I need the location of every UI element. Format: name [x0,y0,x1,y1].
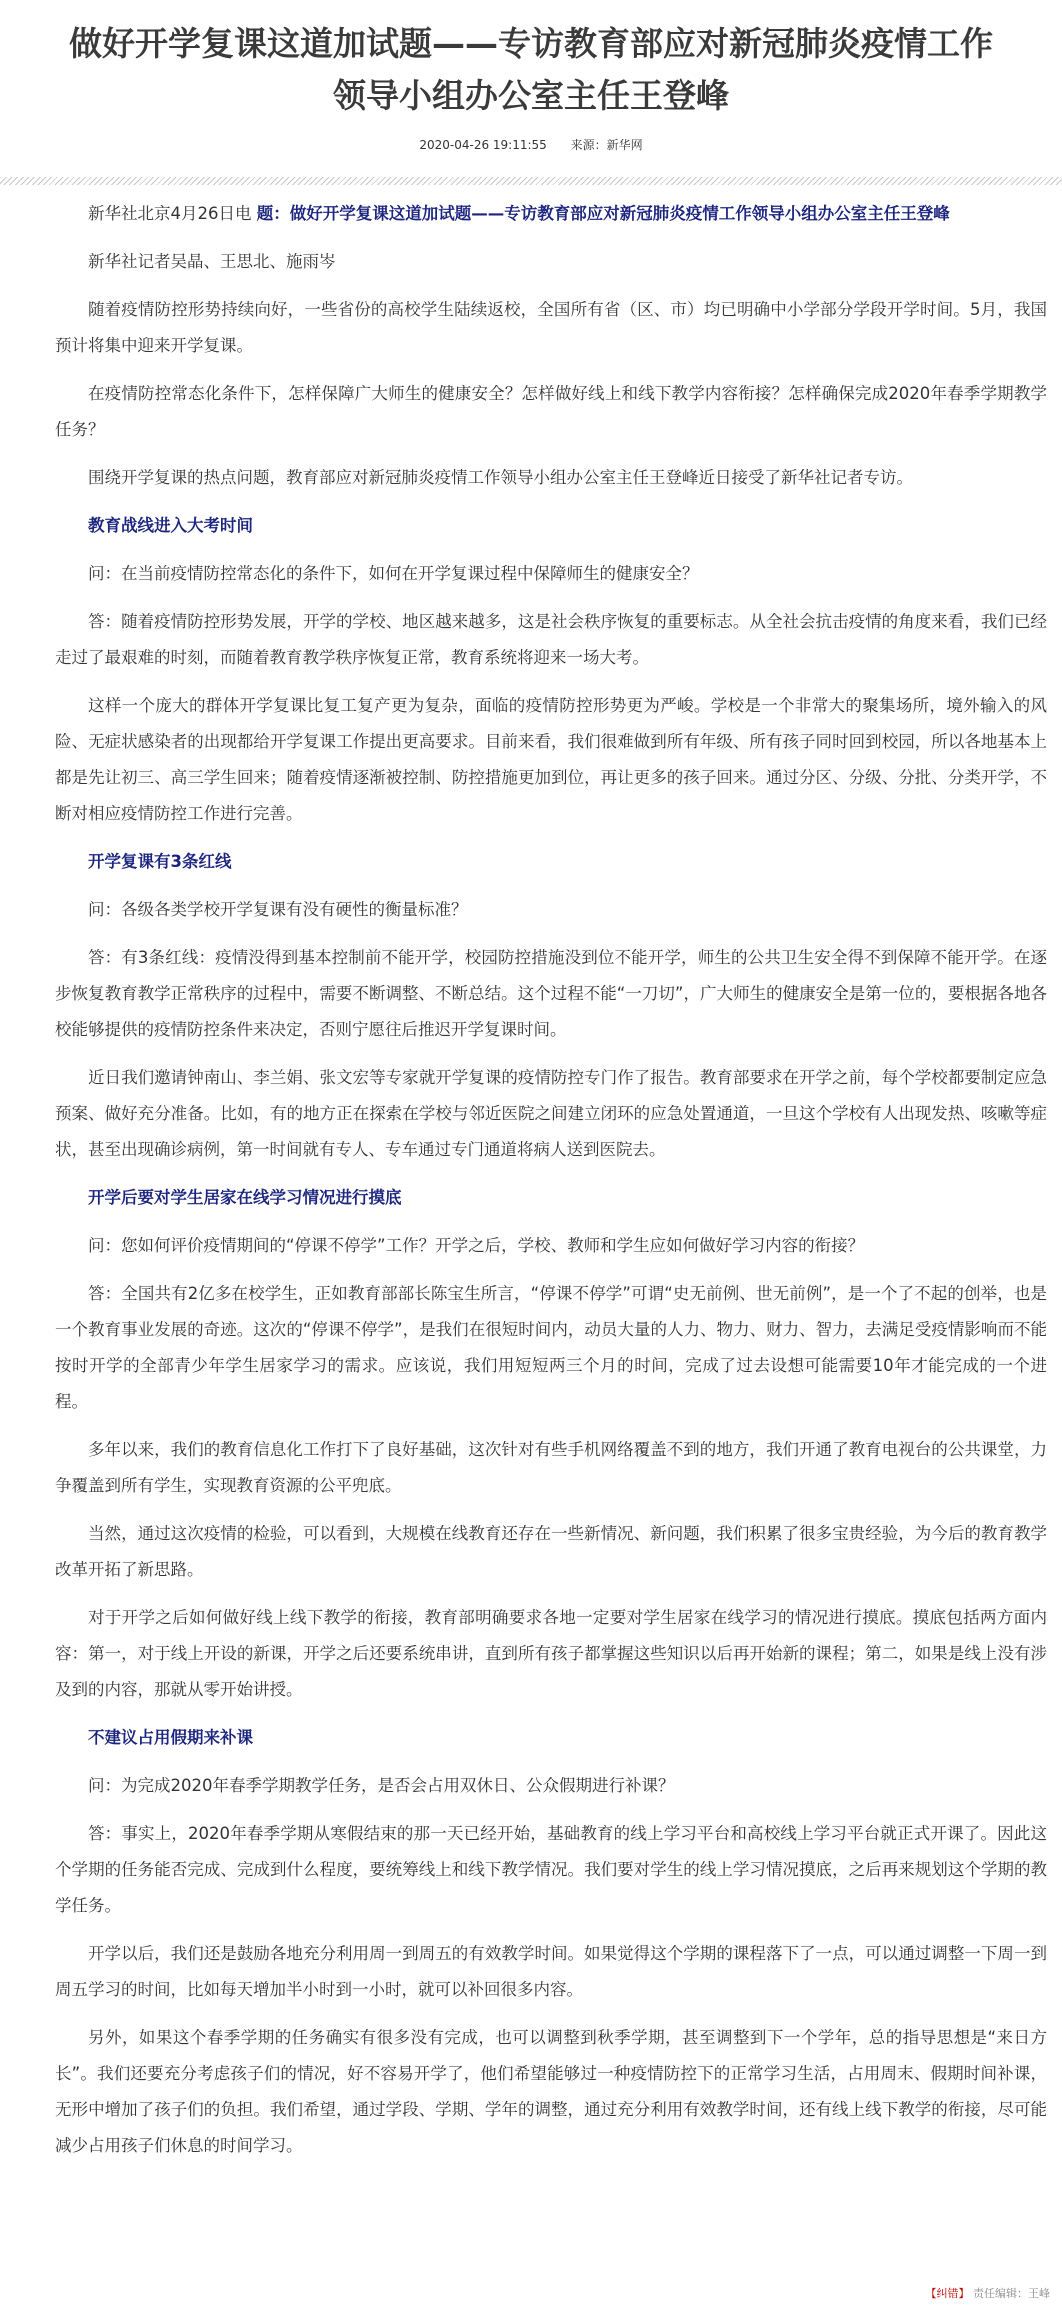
dateline: 新华社北京4月26日电 [88,204,257,223]
article-title [6,18,1056,122]
question: 问：各级各类学校开学复课有没有硬性的衡量标准？ [88,900,468,919]
title-line-1: 做好开学复课这道加试题——专访教育部应对新冠肺炎疫情工作 [69,24,993,63]
source-info [571,138,643,152]
errata-link[interactable]: 【纠错】 [925,2287,970,2300]
lead-paragraph [55,196,1047,232]
paragraph: 在疫情防控常态化条件下，怎样保障广大师生的健康安全？怎样做好线上和线下教学内容衔接？怎样确保完成2020年春季学期教学任务？ [55,384,1047,439]
answer: 答：有3条红线：疫情没得到基本控制前不能开学，校园防控措施没到位不能开学，师生的公共卫生安全得不到保障不能开学。在逐步恢复教育教学正常秩序的过程中，需要不断调整、不断总结。这个过程不能“一刀切”，广大师生的健康安全是第一位的，要根据各地各校能够提供的疫情防控条件来决定，否则宁愿往后推迟开学复课时间。 [55,948,1047,1039]
answer: 答：事实上，2020年春季学期从寒假结束的那一天已经开始，基础教育的线上学习平台和高校线上学习平台就正式开课了。因此这个学期的任务能否完成、完成到什么程度，要统筹线上和线下教学情况。我们要对学生的线上学习情况摸底，之后再来规划这个学期的教学任务。 [55,1824,1047,1915]
section-heading: 开学复课有3条红线 [88,852,232,871]
paragraph: 多年以来，我们的教育信息化工作打下了良好基础，这次针对有些手机网络覆盖不到的地方，我们开通了教育电视台的公共课堂，力争覆盖到所有学生，实现教育资源的公平兜底。 [55,1440,1047,1495]
paragraph: 近日我们邀请钟南山、李兰娟、张文宏等专家就开学复课的疫情防控专门作了报告。教育部要求在开学之前，每个学校都要制定应急预案、做好充分准备。比如，有的地方正在探索在学校与邻近医院之间建立闭环的应急处置通道，一旦这个学校有人出现发热、咳嗽等症状，甚至出现确诊病例，第一时间就有专人、专车通过专门通道将病人送到医院去。 [55,1068,1047,1159]
header-divider [0,177,1062,185]
byline: 新华社记者吴晶、王思北、施雨岑 [88,252,336,271]
paragraph: 随着疫情防控形势持续向好，一些省份的高校学生陆续返校，全国所有省（区、市）均已明确中小学部分学段开学时间。5月，我国预计将集中迎来开学复课。 [55,300,1047,355]
article-body [55,196,1047,2176]
section-heading: 教育战线进入大考时间 [88,516,253,535]
publish-date: 2020-04-26 19:11:55 [419,138,547,152]
lead-title: 题：做好开学复课这道加试题——专访教育部应对新冠肺炎疫情工作领导小组办公室主任王登峰 [256,204,950,223]
section-heading: 不建议占用假期来补课 [88,1728,253,1747]
paragraph: 围绕开学复课的热点问题，教育部应对新冠肺炎疫情工作领导小组办公室主任王登峰近日接受了新华社记者专访。 [88,468,913,487]
source-label: 来源： [570,138,607,152]
question: 问：为完成2020年春季学期教学任务，是否会占用双休日、公众假期进行补课？ [88,1776,675,1795]
answer: 答：随着疫情防控形势发展，开学的学校、地区越来越多，这是社会秩序恢复的重要标志。从全社会抗击疫情的角度来看，我们已经走过了最艰难的时刻，而随着教育教学秩序恢复正常，教育系统将迎来一场大考。 [55,612,1047,667]
article-meta [0,136,1062,153]
paragraph: 当然，通过这次疫情的检验，可以看到，大规模在线教育还存在一些新情况、新问题，我们积累了很多宝贵经验，为今后的教育教学改革开拓了新思路。 [55,1524,1047,1579]
question: 问：您如何评价疫情期间的“停课不停学”工作？开学之后，学校、教师和学生应如何做好学习内容的衔接？ [88,1236,865,1255]
question: 问：在当前疫情防控常态化的条件下，如何在开学复课过程中保障师生的健康安全？ [88,564,699,583]
paragraph: 另外，如果这个春季学期的任务确实有很多没有完成，也可以调整到秋季学期，甚至调整到下一个学年，总的指导思想是“来日方长”。我们还要充分考虑孩子们的情况，好不容易开学了，他们希望能够过一种疫情防控下的正常学习生活，占用周末、假期时间补课，无形中增加了孩子们的负担。我们希望，通过学段、学期、学年的调整，通过充分利用有效教学时间，还有线上线下教学的衔接，尽可能减少占用孩子们休息的时间学习。 [55,2028,1047,2155]
paragraph: 这样一个庞大的群体开学复课比复工复产更为复杂，面临的疫情防控形势更为严峻。学校是一个非常大的聚集场所，境外输入的风险、无症状感染者的出现都给开学复课工作提出更高要求。目前来看，我们很难做到所有年级、所有孩子同时回到校园，所以各地基本上都是先让初三、高三学生回来；随着疫情逐渐被控制、防控措施更加到位，再让更多的孩子回来。通过分区、分级、分批、分类开学，不断对相应疫情防控工作进行完善。 [55,696,1047,823]
article-footer [926,2285,1051,2301]
editor-credit: 责任编辑：王峰 [973,2287,1050,2300]
section-heading: 开学后要对学生居家在线学习情况进行摸底 [88,1188,402,1207]
paragraph: 开学以后，我们还是鼓励各地充分利用周一到周五的有效教学时间。如果觉得这个学期的课程落下了一点，可以通过调整一下周一到周五学习的时间，比如每天增加半小时到一小时，就可以补回很多内容。 [55,1944,1047,1999]
source-name: 新华网 [606,138,643,152]
title-line-2: 领导小组办公室主任王登峰 [333,76,729,115]
answer: 答：全国共有2亿多在校学生，正如教育部部长陈宝生所言，“停课不停学”可谓“史无前例、世无前例”，是一个了不起的创举，也是一个教育事业发展的奇迹。这次的“停课不停学”，是我们在很短时间内，动员大量的人力、物力、财力、智力，去满足受疫情影响而不能按时开学的全部青少年学生居家学习的需求。应该说，我们用短短两三个月的时间，完成了过去设想可能需要10年才能完成的一个进程。 [55,1284,1047,1411]
paragraph: 对于开学之后如何做好线上线下教学的衔接，教育部明确要求各地一定要对学生居家在线学习的情况进行摸底。摸底包括两方面内容：第一，对于线上开设的新课，开学之后还要系统串讲，直到所有孩子都掌握这些知识以后再开始新的课程；第二，如果是线上没有涉及到的内容，那就从零开始讲授。 [55,1608,1047,1699]
article-header [0,0,1062,185]
